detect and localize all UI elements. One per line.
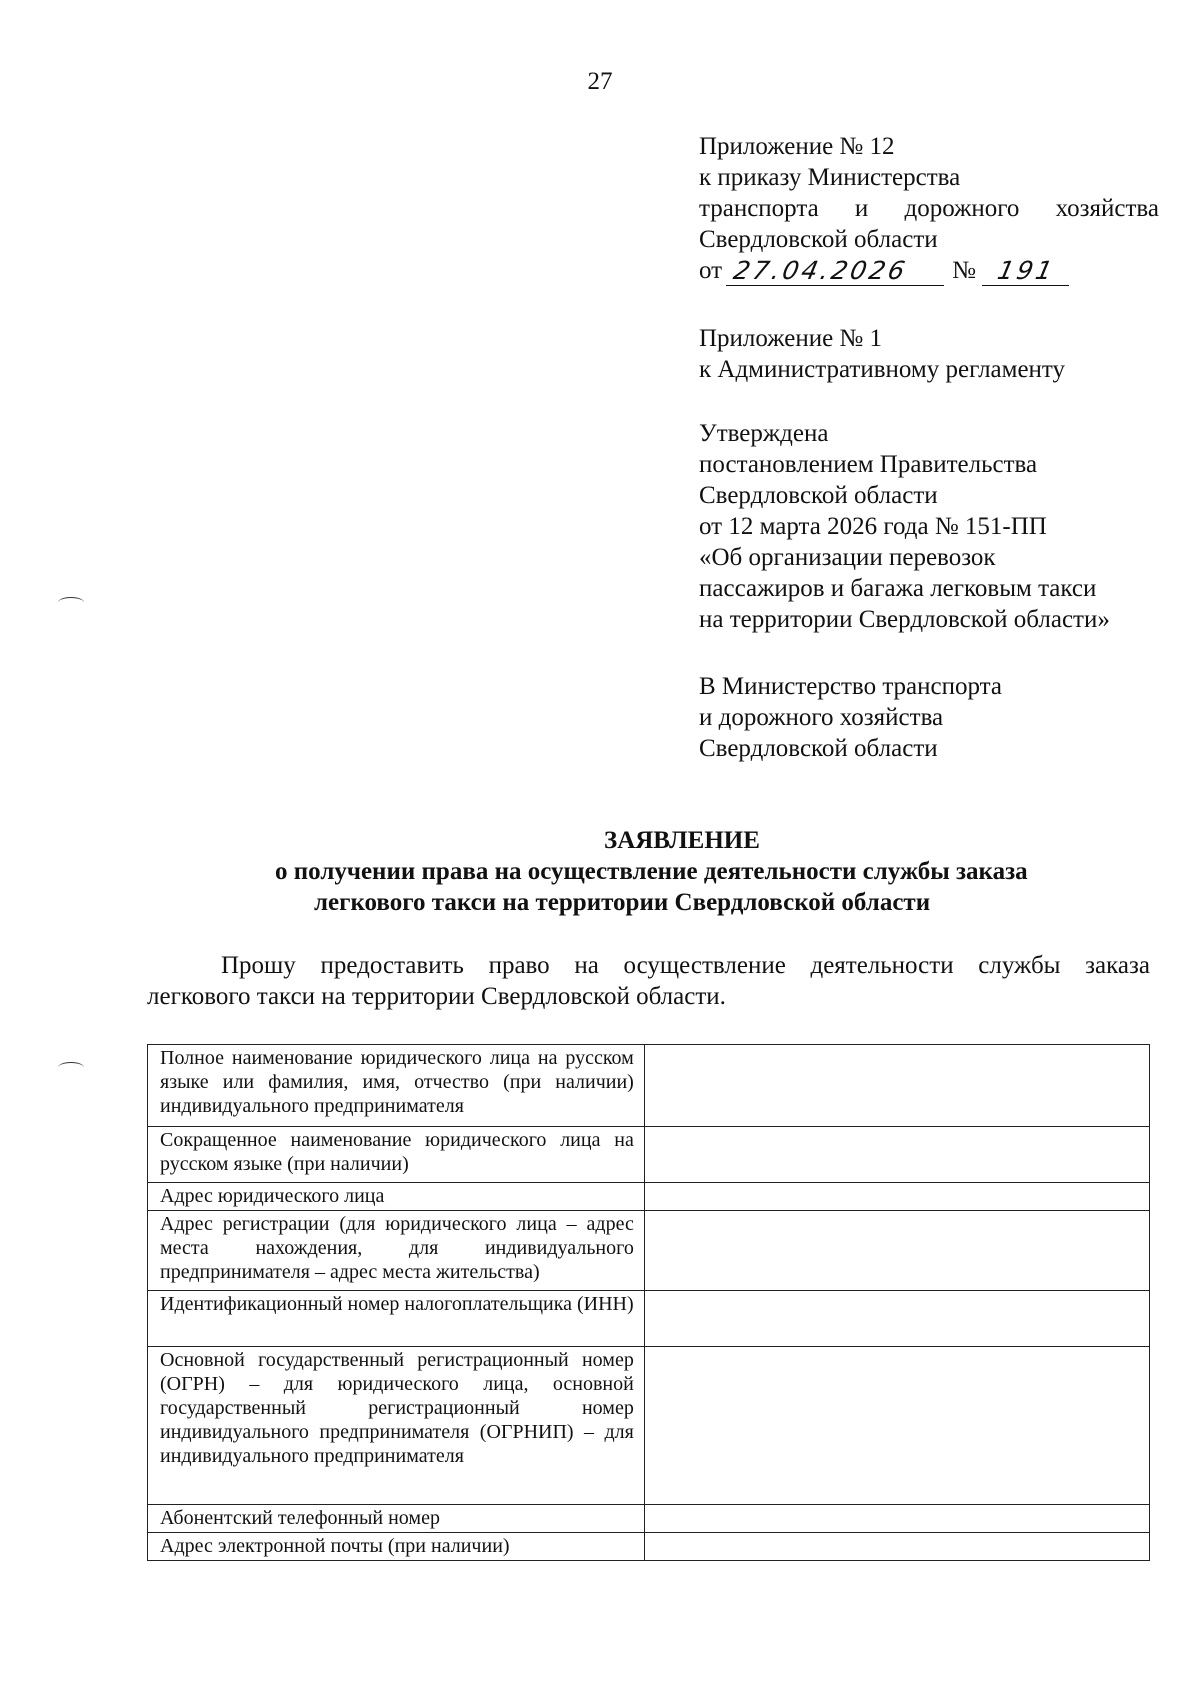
approval-line: от 12 марта 2026 года № 151-ПП <box>699 513 1047 540</box>
annex-12-order-ref: к приказу Министерства <box>699 164 961 191</box>
annex-12-ministry-line: транспорта и дорожного хозяйства <box>699 195 1159 222</box>
document-heading: ЗАЯВЛЕНИЕ <box>604 827 760 854</box>
field-label-email: Адрес электронной почты (при наличии) <box>148 1533 645 1561</box>
addressee-line: В Министерство транспорта <box>699 673 1002 700</box>
table-row <box>148 1505 1150 1533</box>
field-label-registration-address: Адрес регистрации (для юридического лица – адрес места нахождения, для индивидуального предпринимателя – адрес места жительства) <box>148 1211 645 1291</box>
addressee-line: Свердловской области <box>699 735 938 762</box>
number-sign: № <box>952 257 976 284</box>
from-label: от <box>699 257 723 284</box>
handwritten-number: 191 <box>994 256 1058 285</box>
addressee-line: и дорожного хозяйства <box>699 704 944 731</box>
field-label-ogrn: Основной государственный регистрационный номер (ОГРН) – для юридического лица, основной государственный регистрационный номер индивидуального предпринимателя (ОГРНИП) – для индивидуального предпринимателя <box>148 1347 645 1505</box>
order-date-number-line <box>699 255 1159 286</box>
annex-1-regulation-ref: к Административному регламенту <box>699 356 1066 383</box>
approval-line: пассажиров и багажа легковым такси <box>699 575 1097 602</box>
approval-line: Утверждена <box>699 420 829 447</box>
table-row <box>148 1291 1150 1347</box>
approval-line: «Об организации перевозок <box>699 544 996 571</box>
handwritten-date: 27.04.2026 <box>731 256 911 285</box>
field-label-inn: Идентификационный номер налогоплательщика (ИНН) <box>148 1291 645 1347</box>
approval-block <box>699 418 1159 635</box>
annex-1-block <box>699 323 1159 385</box>
order-number-field <box>982 256 1069 286</box>
field-label-short-name: Сокращенное наименование юридического лица на русском языке (при наличии) <box>148 1127 645 1183</box>
annex-12-title: Приложение № 12 <box>699 133 895 160</box>
addressee-block <box>699 671 1159 764</box>
table-row <box>148 1211 1150 1291</box>
field-label-full-name: Полное наименование юридического лица на русском языке или фамилия, имя, отчество (при наличии) индивидуального предпринимателя <box>148 1045 645 1127</box>
field-value-phone[interactable] <box>644 1505 1149 1533</box>
table-row <box>148 1347 1150 1505</box>
applicant-info-table <box>147 1044 1150 1561</box>
punch-hole-mark <box>58 1062 84 1073</box>
field-value-short-name[interactable] <box>644 1127 1149 1183</box>
request-line-1: Прошу предоставить право на осуществление деятельности службы заказа <box>221 952 1150 979</box>
request-paragraph <box>147 950 1150 1012</box>
field-label-phone: Абонентский телефонный номер <box>148 1505 645 1533</box>
approval-line: на территории Свердловской области» <box>699 606 1110 633</box>
request-line-2: легкового такси на территории Свердловской области. <box>147 983 726 1010</box>
field-value-email[interactable] <box>644 1533 1149 1561</box>
annex-1-title: Приложение № 1 <box>699 325 883 352</box>
approval-line: постановлением Правительства <box>699 451 1038 478</box>
field-value-inn[interactable] <box>644 1291 1149 1347</box>
table-row <box>148 1127 1150 1183</box>
field-value-legal-address[interactable] <box>644 1183 1149 1211</box>
field-value-registration-address[interactable] <box>644 1211 1149 1291</box>
table-row <box>148 1183 1150 1211</box>
field-value-ogrn[interactable] <box>644 1347 1149 1505</box>
annex-12-block <box>699 131 1159 286</box>
document-subtitle-line-2: легкового такси на территории Свердловской области <box>314 889 931 916</box>
order-date-field <box>726 256 944 286</box>
table-row <box>148 1045 1150 1127</box>
annex-12-region: Свердловской области <box>699 226 938 253</box>
approval-line: Свердловской области <box>699 482 938 509</box>
page-number: 27 <box>587 68 613 95</box>
document-subtitle-line-1: о получении права на осуществление деятельности службы заказа <box>275 858 1028 885</box>
field-label-legal-address: Адрес юридического лица <box>148 1183 645 1211</box>
punch-hole-mark <box>58 597 84 608</box>
field-value-full-name[interactable] <box>644 1045 1149 1127</box>
table-row <box>148 1533 1150 1561</box>
